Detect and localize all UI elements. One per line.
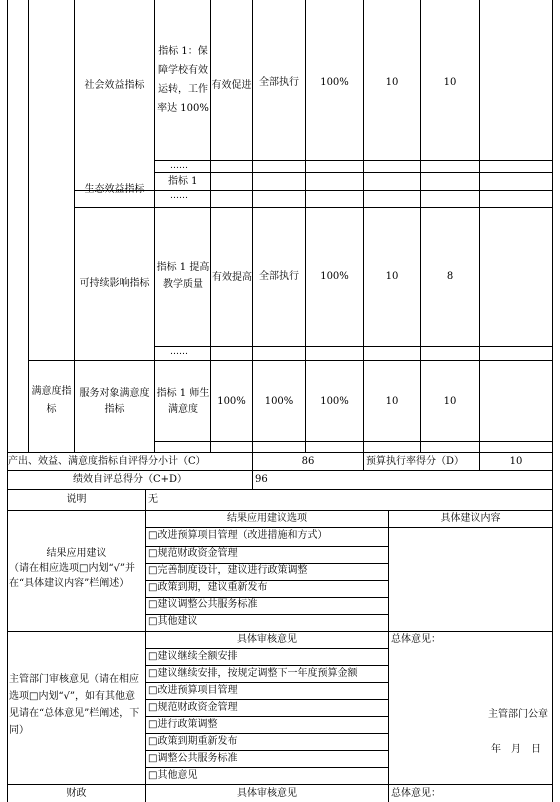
sustainable-rate: 100% — [320, 271, 349, 282]
result-option-6[interactable]: □其他建议 — [148, 616, 198, 627]
dept-option-2[interactable]: □建议继续安排，按规定调整下一年度预算金额 — [148, 668, 358, 679]
social-benefit-weight: 10 — [385, 77, 399, 88]
satisfaction-score: 10 — [443, 396, 457, 407]
dept-overall-label: 总体意见： — [391, 634, 441, 645]
budget-execution-label: 预算执行率得分（D） — [366, 455, 465, 467]
satisfaction-rate: 100% — [320, 396, 349, 407]
dept-option-3[interactable]: □改进预算项目管理 — [148, 685, 238, 696]
sustainable-score: 8 — [446, 271, 454, 282]
ecological-category: 生态效益指标 — [84, 183, 145, 195]
sustainable-actual: 全部执行 — [259, 271, 299, 282]
subtotal-label: 产出、效益、满意度指标自评得分小计（C） — [8, 455, 206, 467]
sustainable-dots: …… — [170, 347, 188, 357]
satisfaction-weight: 10 — [385, 396, 399, 407]
dept-review-label: 主管部门审核意见（请在相应选项□内划“√”，如有其他意见请在“总体意见”栏阐述，下同） — [9, 674, 140, 736]
result-option-3[interactable]: □完善制度设计，建议进行政策调整 — [148, 565, 308, 576]
social-benefit-rate: 100% — [320, 77, 349, 88]
subtotal-value: 86 — [301, 455, 315, 467]
total-score-value: 96 — [255, 474, 268, 485]
dept-option-1[interactable]: □建议继续全额安排 — [148, 651, 238, 662]
satisfaction-group: 满意度指标 — [31, 386, 72, 415]
satisfaction-target: 100% — [217, 396, 246, 407]
finance-label: 财政 — [66, 788, 87, 799]
result-option-4[interactable]: □政策到期，建议重新发布 — [148, 582, 268, 593]
social-benefit-target: 有效促进 — [211, 79, 252, 91]
satisfaction-actual: 100% — [264, 396, 294, 407]
sustainable-category: 可持续影响指标 — [79, 277, 150, 289]
total-score-label: 绩效自评总得分（C+D） — [72, 474, 188, 485]
social-benefit-indicator: 指标 1：保障学校有效运转，工作率达 100% — [157, 46, 209, 114]
finance-overall-label: 总体意见： — [391, 788, 441, 799]
sustainable-indicator: 指标 1 提高教学质量 — [156, 262, 210, 290]
remark-label: 说明 — [66, 494, 87, 505]
dept-date: 年 月 日 — [491, 744, 541, 755]
satisfaction-category: 服务对象满意度指标 — [79, 388, 150, 415]
finance-options-header: 具体审核意见 — [237, 788, 297, 799]
dept-options-header: 具体审核意见 — [237, 634, 297, 645]
ecological-dots: …… — [170, 191, 188, 201]
social-benefit-actual: 全部执行 — [259, 77, 299, 88]
social-benefit-category: 社会效益指标 — [84, 80, 145, 91]
result-content-header: 具体建议内容 — [440, 513, 501, 524]
social-benefit-score: 10 — [443, 77, 457, 88]
result-option-1[interactable]: □改进预算项目管理（改进措施和方式） — [148, 530, 328, 541]
satisfaction-indicator: 指标 1 师生满意度 — [156, 388, 210, 415]
sustainable-target: 有效提高 — [212, 271, 252, 283]
dept-option-4[interactable]: □规范财政资金管理 — [148, 702, 238, 713]
dept-option-5[interactable]: □进行政策调整 — [148, 719, 218, 730]
ecological-indicator: 指标 1 — [168, 176, 198, 187]
result-option-2[interactable]: □规范财政资金管理 — [148, 548, 238, 559]
dept-option-7[interactable]: □调整公共服务标准 — [148, 753, 238, 764]
sustainable-weight: 10 — [385, 271, 399, 282]
result-options-header: 结果应用建议选项 — [227, 513, 307, 524]
result-application-label: 结果应用建议 （请在相应选项□内划“√”并在“具体建议内容”栏阐述） — [9, 548, 136, 589]
dept-seal: 主管部门公章 — [488, 709, 548, 720]
dept-option-8[interactable]: □其他意见 — [148, 770, 198, 781]
result-option-5[interactable]: □建议调整公共服务标准 — [148, 599, 258, 610]
budget-execution-value: 10 — [509, 455, 523, 467]
remark-value: 无 — [148, 494, 158, 505]
dept-option-6[interactable]: □政策到期重新发布 — [148, 736, 238, 747]
social-benefit-dots: …… — [170, 161, 188, 171]
